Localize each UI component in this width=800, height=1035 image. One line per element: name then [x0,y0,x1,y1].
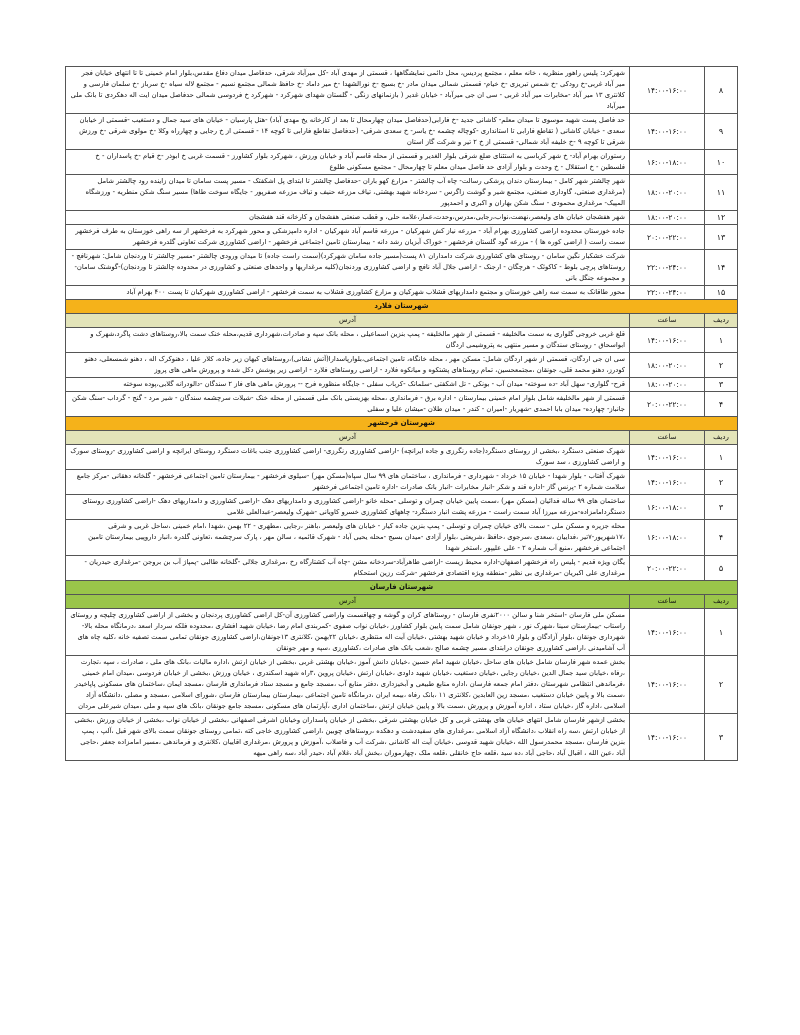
table-row [66,353,738,378]
row-time: ۱۸:۰۰-۲۰:۰۰ [630,175,705,211]
row-time: ۱۴:۰۰-۱۶:۰۰ [630,445,705,470]
row-number: ۲ [705,470,738,495]
column-header-row [66,314,738,328]
row-number: ۱ [705,445,738,470]
row-address: شهر هفشجان خیابان های ولیعصر،نهضت،نواب،رجایی،مدرس،وحدت،عمار،علامه حلی، و قطب صنعتی هفشجان و کارخانه قند هفشجان [66,211,630,225]
table-row [66,470,738,495]
row-time: ۱۴:۰۰-۱۶:۰۰ [630,328,705,353]
row-number: ۳ [705,378,738,392]
table-row [66,392,738,417]
row-time: ۲۰:۰۰-۲۲:۰۰ [630,225,705,250]
row-address: مسکن ملی فارسان -استخر شنا و سالن ۲۰۰۰نفری فارسان - روستاهای کران و گوشه و چهاقسمت واراضی کشاورزی آن-کل اراضی کشاورزی پردنجان و بخشی از اراضی کشاورزی چلیچه و روستای راستاب -بیمارستان سینا ،شهرک نور ، شهر جونقان شامل سمت پایین بلوار کشاورز ،خیابان نواب صفوی -کمربندی امام رضا ،خیابان شهید افشاری ،محدوده فلکه سردار اسعد ،درمانگاه محله بالا- شهرداری جونقان ،بلوار آزادگان و بلوار ۱۵خرداد و خیابان شهید بهشتی ،خیابان آیت اله منتظری ،خیابان ۲۲بهمن ،کلانتری ۱۳جونقان،اراضی کشاورزی جونقان تمامی سمت تصفیه خانه ،کلیه چاه های آب آشامیدنی ،اراضی کشاورزی جونقان درابتدای مسیر چشمه صالح ،شعب بانک های صادرات ،کشاورزی ،سپه و مهر جونقان [66,609,630,656]
table-row [66,714,738,761]
table-row [66,609,738,656]
header-row-number: ردیف [705,431,738,445]
table-row [66,378,738,392]
row-time: ۱۸:۰۰-۲۰:۰۰ [630,378,705,392]
section-title-row [66,581,738,595]
row-time: ۱۴:۰۰-۱۶:۰۰ [630,609,705,656]
row-address: قلع غربی خروجی گلواری به سمت مالخلیفه - قسمتی از شهر مالخلیفه - پمپ بنزین اسماعیلی ، محله بانک سپه و صادرات،شهرداری قدیم،محله خنک سمت بالا،روستاهای دشت پاگرد،شهرک و ابواسحاق - روستای سندگان و مسیر منتهی به پتروشیمی اردگان [66,328,630,353]
table-row [66,286,738,300]
header-time: ساعت [630,314,705,328]
row-time: ۲۰:۰۰-۲۲:۰۰ [630,392,705,417]
outage-schedule-table [65,66,738,761]
table-row [66,67,738,114]
row-address: حد فاصل پست شهید موسوی تا میدان معلم- کاشانی جدید -خ فارابی(حدفاصل میدان چهارمحال تا بعد از کارخانه یخ مهدی آباد) -هتل پارسیان - خیابان های سید جمال و دستغیب -قسمتی از خیابان سعدی - خیابان کاشانی ( تقاطع فارابی تا استانداری -کوچاله چشمه -خ یاسر- خ سعدی شرقی- (حدفاصل تقاطع فارابی تا کوچه ۱۴ - قسمتی از خ رجایی و چهارراه وکلا -خ مولوی شرقی -خ ورزش شرقی تا کوچه ۹ -خ خلیفه آباد شمالی- قسمتی از خ ۲ تیر و شرکت گاز استان [66,114,630,150]
row-address: شرکت خشکبار نگین سامان - روستای های کشاورزی شرکت دامداران ۸۱ پست(مسیر جاده سامان شهرکرد)(سمت راست جاده) تا میدان ورودی چالشتر -مسیر چالشتر تا وردنجان شامل: شهرنافچ - روستاهای پرچی بلوط - کاکوئک - هرچگان - ارجنک - اراضی جلال آباد نافچ و اراضی کشاورزی وردنجان(کلیه مرغداریها و واحدهای صنعتی و کشاورزی در محدوده چالشتر تا وردنجان)-گوشتک سامان- و مجموعه جنگل بانی [66,250,630,286]
table-row [66,445,738,470]
header-time: ساعت [630,431,705,445]
row-time: ۲۲:۰۰-۲۴:۰۰ [630,250,705,286]
section-title-row [66,417,738,431]
row-number: ۱۵ [705,286,738,300]
table-row [66,495,738,520]
row-address: شهرک صنعتی دستگرد ،بخشی از روستای دستگرد(جاده رنگرزی و جاده ایرانچه) -اراضی کشاورزی رنگرزی- اراضی کشاورزی جنب باغات دستگرد روستای ایرانچه و اراضی کشاورزی -روستای سورک و اراضی کشاورزی ، سد سورک [66,445,630,470]
row-number: ۱۱ [705,175,738,211]
row-number: ۱۰ [705,150,738,175]
table-row [66,150,738,175]
row-address: بخشی ازشهر فارسان شامل انتهای خیابان های بهشتی غربی و کل خیابان بهشتی شرقی ،بخشی از خیابان پاسداران وخیابان اشرفی اصفهانی ،بخشی از خیابان نواب ،بخشی از خیابان ورزش ،بخشی از خیابان ارتش ،سه راه انقلاب ،دانشگاه آزاد اسلامی ،مرغداری های سفیددشت و دهکده ،روستاهای چوبین ،اراضی کشاورزی خاجی کته ،تمامی روستای جونقان سمت بالای شهر قبل ،آلپ ، پمپ بنزین فارسان ،مسجد محمدرسول الله ،خیابان شهید قدوسی ،خیابان آیت اله کاشانی ،شرکت آب و فاضلاب ،آموزش و پرورش ،مرغداری اقاییان ،کلانتری و فرماندهی ،مسیر امامزاده جعفر ،حاجی آباد ،عین الله ، اقبال آباد ،حاجی آباد ،ده سید ،قلعه حاج خانقلی ،قلعه ملک ،چهارموران ،بخش آباد ،غلام آباد ،حیدر آباد ،سه راهی میهه [66,714,630,761]
row-time: ۲۲:۰۰-۲۴:۰۰ [630,286,705,300]
header-row-number: ردیف [705,595,738,609]
row-number: ۱۲ [705,211,738,225]
row-number: ۱ [705,328,738,353]
table-row [66,250,738,286]
header-address: آدرس [66,431,630,445]
row-time: ۲۰:۰۰-۲۲:۰۰ [630,556,705,581]
row-address: قرح- گلواری- سهل آباد -ده سوخته- میدان آب - بونکی - تل اشکفتی -سلمانک -کرباب سفلی - جایگاه منظوره فرح -- پرورش ماهی های فاز ۲ سندگان -دالودرانه گلابی،پوده سوخته [66,378,630,392]
row-address: شهرک آفتاب - بلوار شهدا - خیابان ۱۵ خرداد - شهرداری - فرمانداری ، ساختمان های ۹۹ سال سپاه(مسکن مهر) -سیلوی فرخشهر - بیمارستان تامین اجتماعی فرخشهر - گلخانه دهقانی -مرکز جامع سلامت شماره ۲ -پرنس گاز -اداره قند و شکر -انبار مخابرات -انبار بانک صادرات -اداره تامین اجتماعی فرخشهر [66,470,630,495]
row-time: ۱۴:۰۰-۱۶:۰۰ [630,470,705,495]
row-number: ۱ [705,609,738,656]
row-number: ۲ [705,656,738,714]
column-header-row [66,431,738,445]
section-title: شهرستان فارسان [66,581,738,595]
column-header-row [66,595,738,609]
table-row [66,211,738,225]
table-row [66,328,738,353]
row-address: محله جزیره و مسکن ملی - سمت بالای خیابان چمران و توسلی - پمپ بنزین جاده کیار - خیابان های ولیعصر ،باهنر ،رجایی ،مطهری - ۲۲ بهمن ،شهدا ،امام خمینی ،ساحل غربی و شرقی ،۱۷شهریور-۷تیر ،فداییان ،سعدی ،سرجوی ،حافظ ،شریعتی ،بلوار آزادی -میدان بسیج -محله یحیی آباد - شهرک قائمیه ، سالن مهر ، پارک سرچشمه ،تعاونی گلدره ،انبار داروپیی بیمارستان تامین اجتماعی فرخشهر ،منبع آب شماره ۲ - علی علیپور ،استخر شهدا [66,520,630,556]
table-row [66,556,738,581]
header-time: ساعت [630,595,705,609]
row-time: ۱۴:۰۰-۱۶:۰۰ [630,67,705,114]
row-time: ۱۶:۰۰-۱۸:۰۰ [630,150,705,175]
table-row [66,175,738,211]
table-row [66,225,738,250]
row-address: رستوران بهرام آباد- خ شهر کرباسی به استثنای ضلع شرقی بلوار الغدیر و قسمتی از محله قاسم آباد و خیابان ورزش ، شهرکرد بلوار کشاورز - قسمت غربی خ ابوذر -خ قیام -خ پاسداران - خ فلسطین - خ استقلال - خ وحدت و بلوار آزادی حد فاصل میدان معلم تا چهارمحال - مجتمع مسکونی طلوع [66,150,630,175]
row-number: ۵ [705,556,738,581]
header-row-number: ردیف [705,314,738,328]
table-row [66,114,738,150]
row-time: ۱۴:۰۰-۱۶:۰۰ [630,714,705,761]
row-address: شهر چالشتر شهر کامل - بیمارستان دندان پزشکی رسالت- چاه آب چالشتر - مزارع کهو باران -حدفاصل چالشتر تا ابتدای پل اشکفتک - مسیر پست سامان تا میدان زاینده رود چالشتر شامل (مرغداری صنعتی، گاوداری صنعتی، مجتمع شیر و گوشت زاگرس - سردخانه شهید بهشتی، تیاف مزرعه حنیف و تیاف مزرعه صفرپور - جایگاه سوخت طاها) مسیر سنگ شکن منطریه - ورزشگاه المپیک- مرغداری محمودی - سنگ شکن بهاران و اکبری و احمدپور [66,175,630,211]
section-title: شهرستان فلارد [66,300,738,314]
row-time: ۱۴:۰۰-۱۶:۰۰ [630,656,705,714]
row-address: شهرکرد: پلیس راهور منظریه ، خانه معلم ، مجتمع پردیس، محل دائمی نمایشگاهها ، قسمتی از مهدی آباد -کل میرآباد شرقی، حدفاصل میدان دفاع مقدس،بلوار امام خمینی تا تا انتهای خیابان فجر میر آباد غربی-خ رودکی -خ شمس تبریزی -خ خیام- قسمتی شمالی میدان مادر -خ بسیج -خ نورالشهدا -خ میر داماد -خ حافظ شمالی مجتمع نسیم - مجتمع لاله سیاه -خ سرباز -خ سلمان فارسی و کلانتری ۱۳ میر آباد -مخابرات میر آباد غربی - سی ان جی میرآباد - خیابان غدیر ( بازنمانهای زنگی - گلستان شهدای شهرکرد - شهرکرد خ فردوسی شمالی حدفاصل میدان ایت اله دهکردی تا بانک ملی میرآباد [66,67,630,114]
row-address: یگان ویژه قدیم - پلیس راه فرخشهر اصفهان-اداره محیط زیست -اراضی طاهرآباد-سردخانه مشن -چاه آب کشتارگاه رخ ،مرغداری جلالی -گلخانه طالبی -پمپاژ آب بن بروجن -مرغداری حیدریان - مرغداری علی اکبریان -مرغداری بی نظیر -منطقه ویژه اقتصادی فرخشهر -شرکت رزین استحکام [66,556,630,581]
table-row [66,520,738,556]
schedule-body [66,67,738,761]
row-number: ۲ [705,353,738,378]
row-time: ۱۶:۰۰-۱۸:۰۰ [630,520,705,556]
row-address: ساختمان های ۹۹ ساله فدائیان (مسکن مهر) ،سمت پایین خیابان چمران و توسلی -محله خانو -اراضی کشاورزی و دامداریهای دهک -اراضی کشاورزی و دامداریهای دهک -اراضی کشاورزی روستای دستگردامامزاده-مزرعه میرزا آباد سمت راست - مزرعه پشت انبار دستگرد- چاههای کشاورزی خسرو کاویانی -شهرک ولیعصر-عبدالعلی غلامی [66,495,630,520]
section-title-row [66,300,738,314]
row-address: قسمتی از شهر مالخلیفه شامل بلوار امام خمینی بیمارستان - اداره برق - فرمانداری ،محله بهزیستی بانک ملی قسمتی از محله خنک -شیلات سرچشمه سندگان - شیر مرد - گنج - گرداب -سنگ شکن جانباز- چهارده- میدان بابا احمدی -شهریار -امیران - کندر - میدان طلان -میشان علیا و سفلی [66,392,630,417]
row-address: سی ان جی اردگان، قسمتی از شهر اردگان شامل: مسکن مهر ، محله خانگاه، تامین اجتماعی،بلوارپاسدارا(آتش نشانی)،روستاهای کیهان زیر جاده، کلار علیا ، دهنوکرک اله ، دهنو شمسعلی، دهنو کودرز، دهنو محمد قلی، جونقان ،مجتمعحسین، تمام روستاهای پشتکوه و میانکوه فلارد - اراضی روستاهای فلارد - اراضی زیر پوشش دکل شده و پرورش ماهی های پروز [66,353,630,378]
row-time: ۱۶:۰۰-۱۸:۰۰ [630,495,705,520]
row-number: ۹ [705,114,738,150]
row-number: ۱۳ [705,225,738,250]
row-number: ۱۴ [705,250,738,286]
row-number: ۴ [705,520,738,556]
row-number: ۳ [705,714,738,761]
row-address: محور طاقانک به سمت سه راهی خوزستان و مجتمع دامداریهای قشلاب شهرکیان و مزارع کشاورزی قشلاب به سمت فرخشهر - اراضی کشاورزی شهرکیان تا پست ۴۰۰ بهرام آباد [66,286,630,300]
row-number: ۸ [705,67,738,114]
row-address: بخش عمده شهر فارسان شامل خیابان های ساحل ،خیابان شهید امام حسین ،خیابان دانش آموز ،خیابان بهشتی غربی ،بخشی از خیابان ارتش ،اداره مالیات ،بانک های ملی ، صادرات ، سپه ،تجارت ،رفاه ،خیابان سید جمال الدین ،خیابان رجایی ،خیابان دستغیب ،خیابان شهید داودی ،خیابان ارتش ،خیابان پروین ،۳راه شهید اسکندری ، خیابان ورزش ،بخشی از خیابان فردوسی ،میدان امام خمینی ،فرماندهی انتظامی شهرستان ،دفتر امام جمعه فارسان ،اداره منابع طبیعی و آبخیزداری ،دفتر منابع آب ،مسجد جامع و مسجد ستاد فرمانداری فارسان ،مسجد ایمان ،ساختمان های مسکونی پاپاخیدر ،سمت بالا و پایین خیابان دستغیب ،مسجد زین العابدین ،کلانتری ۱۱ ،بانک رفاه ،بیمه ایران ،درمانگاه تامین اجتماعی ،بیمارستان بیمارستان فارسان ،شورای اسلامی ،مسجد و مصلی ،دانشگاه آزاد اسلامی ،اداره گاز ،خیابان ستاد ، اداره آموزش و پرورش ،سمت بالا و پایین خیابان ارتش ،ساختمان اداری ،آپارتمان های مسکونی ،مسجد جامع جونقان ،بانک های سپه و ملی ،میدان شیرعلی مردان [66,656,630,714]
table-row [66,656,738,714]
row-time: ۱۸:۰۰-۲۰:۰۰ [630,211,705,225]
section-title: شهرستان فرخشهر [66,417,738,431]
row-number: ۳ [705,495,738,520]
row-number: ۴ [705,392,738,417]
row-time: ۱۸:۰۰-۲۰:۰۰ [630,353,705,378]
row-address: جاده خوزستان محدوده اراضی کشاورزی بهرام آباد - مزرعه نیاز کش شهرکیان - مزرعه قاسم آباد شهرکیان - اداره دامپزشکی و محور شهرکرد به فرخشهر از سه راهی خوزستان به طرف فرخشهر سمت راست ( اراضی کوره ها ) - مزرعه گود گلستان فرخشهر - خوراک آبزیان رشد دانه - بیمارستان تامین اجتماعی فرخشهر - اراضی کشاورزی شرکت تعاونی گلدره فرخشهر [66,225,630,250]
header-address: آدرس [66,314,630,328]
header-address: آدرس [66,595,630,609]
row-time: ۱۴:۰۰-۱۶:۰۰ [630,114,705,150]
